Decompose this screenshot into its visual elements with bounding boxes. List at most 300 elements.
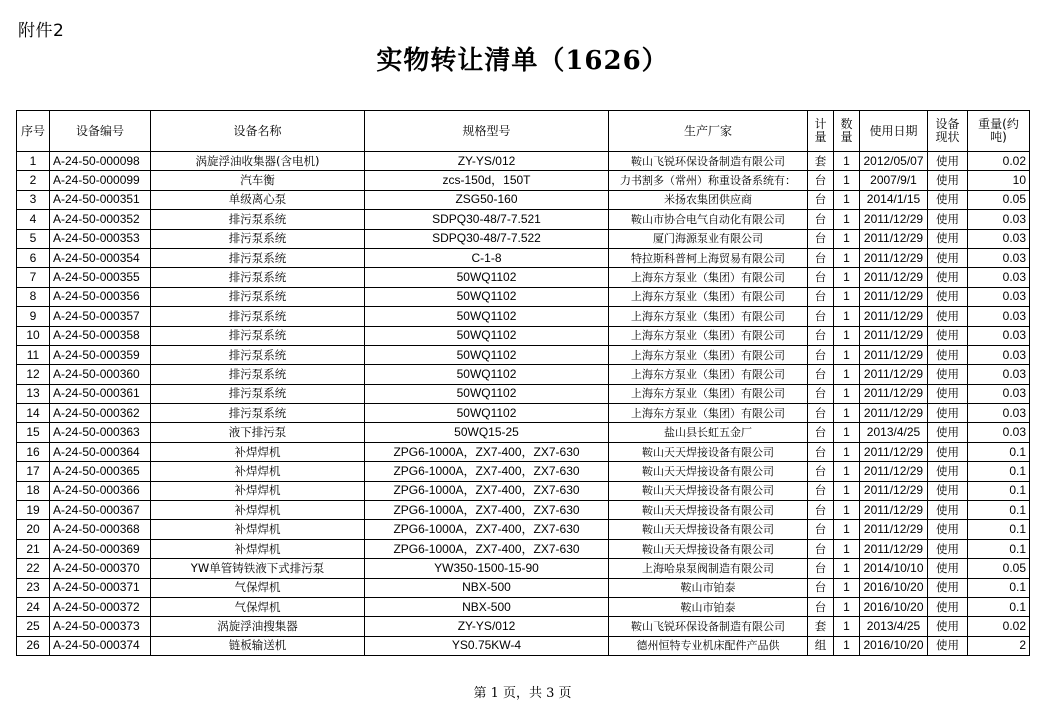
cell-qty: 1 — [834, 365, 860, 384]
cell-date: 2011/12/29 — [860, 462, 928, 481]
cell-model: 50WQ1102 — [365, 404, 609, 423]
cell-unit: 台 — [808, 404, 834, 423]
table-row — [17, 442, 1030, 461]
cell-manufacturer: 鞍山天天焊接设备有限公司 — [609, 501, 808, 520]
cell-weight: 0.03 — [968, 345, 1030, 364]
cell-weight: 0.03 — [968, 268, 1030, 287]
table-row — [17, 171, 1030, 190]
cell-status: 使用 — [928, 404, 968, 423]
cell-name: 涡旋浮油收集器(含电机) — [151, 152, 365, 171]
table-row — [17, 152, 1030, 171]
cell-status: 使用 — [928, 268, 968, 287]
cell-date: 2007/9/1 — [860, 171, 928, 190]
cell-weight: 2 — [968, 636, 1030, 655]
cell-seq: 17 — [17, 462, 50, 481]
cell-date: 2013/4/25 — [860, 423, 928, 442]
cell-model: NBX-500 — [365, 578, 609, 597]
cell-weight: 0.1 — [968, 520, 1030, 539]
cell-weight: 0.1 — [968, 578, 1030, 597]
table-row — [17, 345, 1030, 364]
cell-unit: 台 — [808, 326, 834, 345]
cell-date: 2011/12/29 — [860, 481, 928, 500]
cell-seq: 18 — [17, 481, 50, 500]
cell-status: 使用 — [928, 248, 968, 267]
cell-date: 2014/10/10 — [860, 559, 928, 578]
cell-date: 2011/12/29 — [860, 365, 928, 384]
cell-code: A-24-50-000369 — [50, 539, 151, 558]
cell-code: A-24-50-000363 — [50, 423, 151, 442]
cell-seq: 13 — [17, 384, 50, 403]
cell-name: 涡旋浮油搜集器 — [151, 617, 365, 636]
cell-name: 排污泵系统 — [151, 326, 365, 345]
cell-manufacturer: 鞍山飞锐环保设备制造有限公司 — [609, 617, 808, 636]
cell-name: 气保焊机 — [151, 597, 365, 616]
table-row — [17, 481, 1030, 500]
cell-status: 使用 — [928, 539, 968, 558]
table-row — [17, 229, 1030, 248]
cell-seq: 2 — [17, 171, 50, 190]
cell-code: A-24-50-000368 — [50, 520, 151, 539]
cell-name: 补焊焊机 — [151, 481, 365, 500]
cell-code: A-24-50-000374 — [50, 636, 151, 655]
cell-unit: 台 — [808, 365, 834, 384]
cell-model: ZPG6-1000A，ZX7-400，ZX7-630 — [365, 539, 609, 558]
cell-unit: 台 — [808, 442, 834, 461]
cell-date: 2011/12/29 — [860, 404, 928, 423]
cell-qty: 1 — [834, 597, 860, 616]
cell-manufacturer: 鞍山天天焊接设备有限公司 — [609, 539, 808, 558]
cell-model: 50WQ1102 — [365, 268, 609, 287]
cell-manufacturer: 德州恒特专业机床配件产品供 — [609, 636, 808, 655]
cell-unit: 组 — [808, 636, 834, 655]
cell-unit: 台 — [808, 597, 834, 616]
cell-model: NBX-500 — [365, 597, 609, 616]
cell-seq: 7 — [17, 268, 50, 287]
cell-model: 50WQ1102 — [365, 345, 609, 364]
cell-weight: 0.1 — [968, 501, 1030, 520]
table-row — [17, 384, 1030, 403]
cell-qty: 1 — [834, 481, 860, 500]
header-qty: 数量 — [834, 111, 860, 152]
cell-code: A-24-50-000364 — [50, 442, 151, 461]
cell-qty: 1 — [834, 501, 860, 520]
cell-unit: 台 — [808, 210, 834, 229]
cell-name: 汽车衡 — [151, 171, 365, 190]
cell-status: 使用 — [928, 171, 968, 190]
header-model: 规格型号 — [365, 111, 609, 152]
cell-unit: 台 — [808, 520, 834, 539]
table-row — [17, 423, 1030, 442]
cell-manufacturer: 鞍山市协合电气自动化有限公司 — [609, 210, 808, 229]
cell-seq: 11 — [17, 345, 50, 364]
cell-date: 2011/12/29 — [860, 326, 928, 345]
cell-model: 50WQ1102 — [365, 365, 609, 384]
cell-manufacturer: 上海东方泵业（集团）有限公司 — [609, 287, 808, 306]
cell-seq: 19 — [17, 501, 50, 520]
cell-name: 排污泵系统 — [151, 248, 365, 267]
cell-qty: 1 — [834, 248, 860, 267]
cell-date: 2011/12/29 — [860, 520, 928, 539]
header-date: 使用日期 — [860, 111, 928, 152]
cell-seq: 12 — [17, 365, 50, 384]
cell-status: 使用 — [928, 501, 968, 520]
cell-qty: 1 — [834, 384, 860, 403]
cell-manufacturer: 米扬农集团供应商 — [609, 190, 808, 209]
cell-model: C-1-8 — [365, 248, 609, 267]
cell-code: A-24-50-000365 — [50, 462, 151, 481]
cell-model: zcs-150d，150T — [365, 171, 609, 190]
cell-seq: 1 — [17, 152, 50, 171]
cell-seq: 16 — [17, 442, 50, 461]
cell-date: 2011/12/29 — [860, 501, 928, 520]
cell-seq: 26 — [17, 636, 50, 655]
cell-seq: 14 — [17, 404, 50, 423]
cell-qty: 1 — [834, 287, 860, 306]
cell-code: A-24-50-000352 — [50, 210, 151, 229]
cell-model: ZPG6-1000A，ZX7-400，ZX7-630 — [365, 520, 609, 539]
cell-model: ZPG6-1000A，ZX7-400，ZX7-630 — [365, 501, 609, 520]
cell-manufacturer: 鞍山市铂泰 — [609, 578, 808, 597]
cell-unit: 台 — [808, 190, 834, 209]
cell-status: 使用 — [928, 345, 968, 364]
cell-weight: 0.03 — [968, 210, 1030, 229]
cell-unit: 台 — [808, 578, 834, 597]
cell-model: YW350-1500-15-90 — [365, 559, 609, 578]
cell-name: 补焊焊机 — [151, 520, 365, 539]
cell-weight: 0.03 — [968, 404, 1030, 423]
cell-qty: 1 — [834, 617, 860, 636]
cell-qty: 1 — [834, 462, 860, 481]
table-row — [17, 636, 1030, 655]
cell-name: 补焊焊机 — [151, 539, 365, 558]
cell-unit: 台 — [808, 501, 834, 520]
cell-weight: 0.03 — [968, 365, 1030, 384]
transfer-list-table — [16, 110, 1030, 656]
cell-manufacturer: 盐山县长虹五金厂 — [609, 423, 808, 442]
table-row — [17, 307, 1030, 326]
cell-status: 使用 — [928, 152, 968, 171]
cell-status: 使用 — [928, 365, 968, 384]
cell-date: 2016/10/20 — [860, 636, 928, 655]
cell-unit: 台 — [808, 171, 834, 190]
cell-weight: 0.1 — [968, 481, 1030, 500]
header-unit: 计量 — [808, 111, 834, 152]
cell-unit: 台 — [808, 423, 834, 442]
cell-status: 使用 — [928, 559, 968, 578]
cell-status: 使用 — [928, 210, 968, 229]
cell-date: 2011/12/29 — [860, 345, 928, 364]
cell-seq: 9 — [17, 307, 50, 326]
cell-qty: 1 — [834, 636, 860, 655]
table-row — [17, 404, 1030, 423]
cell-name: 排污泵系统 — [151, 345, 365, 364]
cell-manufacturer: 鞍山天天焊接设备有限公司 — [609, 520, 808, 539]
attachment-label: 附件2 — [18, 21, 65, 41]
cell-date: 2011/12/29 — [860, 384, 928, 403]
cell-code: A-24-50-000358 — [50, 326, 151, 345]
cell-name: 排污泵系统 — [151, 365, 365, 384]
cell-model: 50WQ1102 — [365, 287, 609, 306]
cell-model: YS0.75KW-4 — [365, 636, 609, 655]
cell-model: ZPG6-1000A，ZX7-400，ZX7-630 — [365, 442, 609, 461]
cell-name: 排污泵系统 — [151, 307, 365, 326]
cell-seq: 24 — [17, 597, 50, 616]
cell-name: 排污泵系统 — [151, 210, 365, 229]
cell-weight: 0.03 — [968, 229, 1030, 248]
table-row — [17, 210, 1030, 229]
table-header-row — [17, 111, 1030, 152]
cell-date: 2016/10/20 — [860, 578, 928, 597]
cell-manufacturer: 厦门海源泵业有限公司 — [609, 229, 808, 248]
cell-manufacturer: 上海东方泵业（集团）有限公司 — [609, 404, 808, 423]
cell-status: 使用 — [928, 423, 968, 442]
cell-status: 使用 — [928, 229, 968, 248]
cell-status: 使用 — [928, 190, 968, 209]
cell-model: 50WQ1102 — [365, 384, 609, 403]
cell-model: SDPQ30-48/7-7.522 — [365, 229, 609, 248]
cell-date: 2011/12/29 — [860, 307, 928, 326]
cell-model: ZPG6-1000A，ZX7-400，ZX7-630 — [365, 462, 609, 481]
table-row — [17, 268, 1030, 287]
cell-status: 使用 — [928, 442, 968, 461]
cell-status: 使用 — [928, 326, 968, 345]
cell-status: 使用 — [928, 636, 968, 655]
cell-name: 链板输送机 — [151, 636, 365, 655]
table-row — [17, 617, 1030, 636]
cell-manufacturer: 鞍山市铂泰 — [609, 597, 808, 616]
cell-model: ZY-YS/012 — [365, 617, 609, 636]
cell-code: A-24-50-000353 — [50, 229, 151, 248]
cell-qty: 1 — [834, 229, 860, 248]
cell-code: A-24-50-000360 — [50, 365, 151, 384]
cell-code: A-24-50-000373 — [50, 617, 151, 636]
cell-seq: 15 — [17, 423, 50, 442]
cell-code: A-24-50-000371 — [50, 578, 151, 597]
cell-weight: 0.03 — [968, 384, 1030, 403]
cell-weight: 0.05 — [968, 559, 1030, 578]
cell-manufacturer: 上海东方泵业（集团）有限公司 — [609, 268, 808, 287]
table-row — [17, 287, 1030, 306]
cell-manufacturer: 上海东方泵业（集团）有限公司 — [609, 345, 808, 364]
cell-qty: 1 — [834, 345, 860, 364]
cell-code: A-24-50-000367 — [50, 501, 151, 520]
cell-seq: 20 — [17, 520, 50, 539]
cell-name: 排污泵系统 — [151, 384, 365, 403]
cell-seq: 4 — [17, 210, 50, 229]
cell-model: 50WQ1102 — [365, 326, 609, 345]
cell-qty: 1 — [834, 423, 860, 442]
cell-seq: 6 — [17, 248, 50, 267]
cell-code: A-24-50-000370 — [50, 559, 151, 578]
table-row — [17, 248, 1030, 267]
cell-code: A-24-50-000351 — [50, 190, 151, 209]
cell-weight: 0.1 — [968, 597, 1030, 616]
cell-qty: 1 — [834, 559, 860, 578]
cell-code: A-24-50-000372 — [50, 597, 151, 616]
table-row — [17, 462, 1030, 481]
page-footer: 第 1 页，共 3 页 — [473, 686, 572, 701]
cell-manufacturer: 上海东方泵业（集团）有限公司 — [609, 365, 808, 384]
cell-weight: 0.03 — [968, 326, 1030, 345]
cell-unit: 台 — [808, 345, 834, 364]
cell-date: 2011/12/29 — [860, 539, 928, 558]
cell-manufacturer: 上海东方泵业（集团）有限公司 — [609, 307, 808, 326]
table-row — [17, 501, 1030, 520]
cell-status: 使用 — [928, 520, 968, 539]
cell-unit: 台 — [808, 384, 834, 403]
cell-unit: 台 — [808, 268, 834, 287]
cell-qty: 1 — [834, 210, 860, 229]
cell-model: ZPG6-1000A，ZX7-400，ZX7-630 — [365, 481, 609, 500]
cell-code: A-24-50-000354 — [50, 248, 151, 267]
cell-qty: 1 — [834, 152, 860, 171]
cell-seq: 3 — [17, 190, 50, 209]
cell-name: 单级离心泵 — [151, 190, 365, 209]
cell-name: 排污泵系统 — [151, 287, 365, 306]
cell-code: A-24-50-000099 — [50, 171, 151, 190]
cell-qty: 1 — [834, 578, 860, 597]
cell-unit: 台 — [808, 229, 834, 248]
table-row — [17, 520, 1030, 539]
cell-unit: 台 — [808, 481, 834, 500]
cell-date: 2011/12/29 — [860, 248, 928, 267]
cell-status: 使用 — [928, 597, 968, 616]
cell-manufacturer: 上海东方泵业（集团）有限公司 — [609, 384, 808, 403]
cell-status: 使用 — [928, 384, 968, 403]
table-body — [17, 152, 1030, 656]
cell-code: A-24-50-000366 — [50, 481, 151, 500]
cell-name: 排污泵系统 — [151, 404, 365, 423]
cell-status: 使用 — [928, 462, 968, 481]
cell-qty: 1 — [834, 442, 860, 461]
cell-model: 50WQ15-25 — [365, 423, 609, 442]
header-status: 设备现状 — [928, 111, 968, 152]
cell-name: 排污泵系统 — [151, 268, 365, 287]
cell-unit: 台 — [808, 559, 834, 578]
header-code: 设备编号 — [50, 111, 151, 152]
cell-model: ZY-YS/012 — [365, 152, 609, 171]
cell-status: 使用 — [928, 617, 968, 636]
cell-qty: 1 — [834, 307, 860, 326]
cell-name: YW单管铸铁液下式排污泵 — [151, 559, 365, 578]
cell-manufacturer: 鞍山天天焊接设备有限公司 — [609, 481, 808, 500]
cell-unit: 台 — [808, 462, 834, 481]
cell-qty: 1 — [834, 268, 860, 287]
cell-date: 2014/1/15 — [860, 190, 928, 209]
table-row — [17, 539, 1030, 558]
cell-seq: 10 — [17, 326, 50, 345]
cell-model: 50WQ1102 — [365, 307, 609, 326]
cell-manufacturer: 鞍山天天焊接设备有限公司 — [609, 462, 808, 481]
cell-model: ZSG50-160 — [365, 190, 609, 209]
table-row — [17, 190, 1030, 209]
cell-weight: 0.1 — [968, 442, 1030, 461]
cell-weight: 0.1 — [968, 462, 1030, 481]
cell-unit: 台 — [808, 307, 834, 326]
cell-status: 使用 — [928, 287, 968, 306]
cell-unit: 台 — [808, 248, 834, 267]
cell-manufacturer: 上海东方泵业（集团）有限公司 — [609, 326, 808, 345]
table-row — [17, 365, 1030, 384]
table-row — [17, 326, 1030, 345]
cell-date: 2013/4/25 — [860, 617, 928, 636]
cell-manufacturer: 鞍山天天焊接设备有限公司 — [609, 442, 808, 461]
cell-date: 2011/12/29 — [860, 229, 928, 248]
cell-seq: 8 — [17, 287, 50, 306]
cell-weight: 0.02 — [968, 152, 1030, 171]
cell-manufacturer: 特拉斯科普柯上海贸易有限公司 — [609, 248, 808, 267]
cell-weight: 0.03 — [968, 423, 1030, 442]
cell-manufacturer: 力书割多（常州）称重设备系统有： — [609, 171, 808, 190]
cell-code: A-24-50-000361 — [50, 384, 151, 403]
cell-name: 补焊焊机 — [151, 442, 365, 461]
table-row — [17, 559, 1030, 578]
cell-unit: 台 — [808, 539, 834, 558]
cell-weight: 0.03 — [968, 287, 1030, 306]
cell-seq: 25 — [17, 617, 50, 636]
cell-qty: 1 — [834, 520, 860, 539]
cell-weight: 0.02 — [968, 617, 1030, 636]
cell-qty: 1 — [834, 404, 860, 423]
cell-name: 气保焊机 — [151, 578, 365, 597]
header-name: 设备名称 — [151, 111, 365, 152]
cell-model: SDPQ30-48/7-7.521 — [365, 210, 609, 229]
cell-seq: 21 — [17, 539, 50, 558]
cell-date: 2011/12/29 — [860, 287, 928, 306]
table-row — [17, 597, 1030, 616]
cell-weight: 10 — [968, 171, 1030, 190]
header-weight: 重量(约吨) — [968, 111, 1030, 152]
cell-seq: 23 — [17, 578, 50, 597]
cell-name: 补焊焊机 — [151, 501, 365, 520]
cell-name: 液下排污泵 — [151, 423, 365, 442]
cell-qty: 1 — [834, 171, 860, 190]
cell-code: A-24-50-000098 — [50, 152, 151, 171]
cell-manufacturer: 鞍山飞锐环保设备制造有限公司 — [609, 152, 808, 171]
cell-code: A-24-50-000362 — [50, 404, 151, 423]
header-seq: 序号 — [17, 111, 50, 152]
cell-status: 使用 — [928, 307, 968, 326]
cell-qty: 1 — [834, 539, 860, 558]
cell-weight: 0.03 — [968, 248, 1030, 267]
cell-name: 排污泵系统 — [151, 229, 365, 248]
cell-code: A-24-50-000355 — [50, 268, 151, 287]
document-title: 实物转让清单（1626） — [376, 46, 669, 76]
cell-date: 2011/12/29 — [860, 210, 928, 229]
cell-name: 补焊焊机 — [151, 462, 365, 481]
cell-weight: 0.03 — [968, 307, 1030, 326]
cell-weight: 0.05 — [968, 190, 1030, 209]
cell-manufacturer: 上海哈泉泵阀制造有限公司 — [609, 559, 808, 578]
cell-date: 2011/12/29 — [860, 442, 928, 461]
cell-status: 使用 — [928, 481, 968, 500]
cell-seq: 22 — [17, 559, 50, 578]
cell-unit: 套 — [808, 152, 834, 171]
header-manufacturer: 生产厂家 — [609, 111, 808, 152]
cell-weight: 0.1 — [968, 539, 1030, 558]
cell-date: 2012/05/07 — [860, 152, 928, 171]
cell-code: A-24-50-000359 — [50, 345, 151, 364]
cell-qty: 1 — [834, 190, 860, 209]
table-row — [17, 578, 1030, 597]
cell-date: 2011/12/29 — [860, 268, 928, 287]
cell-date: 2016/10/20 — [860, 597, 928, 616]
cell-qty: 1 — [834, 326, 860, 345]
cell-code: A-24-50-000356 — [50, 287, 151, 306]
cell-seq: 5 — [17, 229, 50, 248]
cell-unit: 台 — [808, 287, 834, 306]
cell-code: A-24-50-000357 — [50, 307, 151, 326]
